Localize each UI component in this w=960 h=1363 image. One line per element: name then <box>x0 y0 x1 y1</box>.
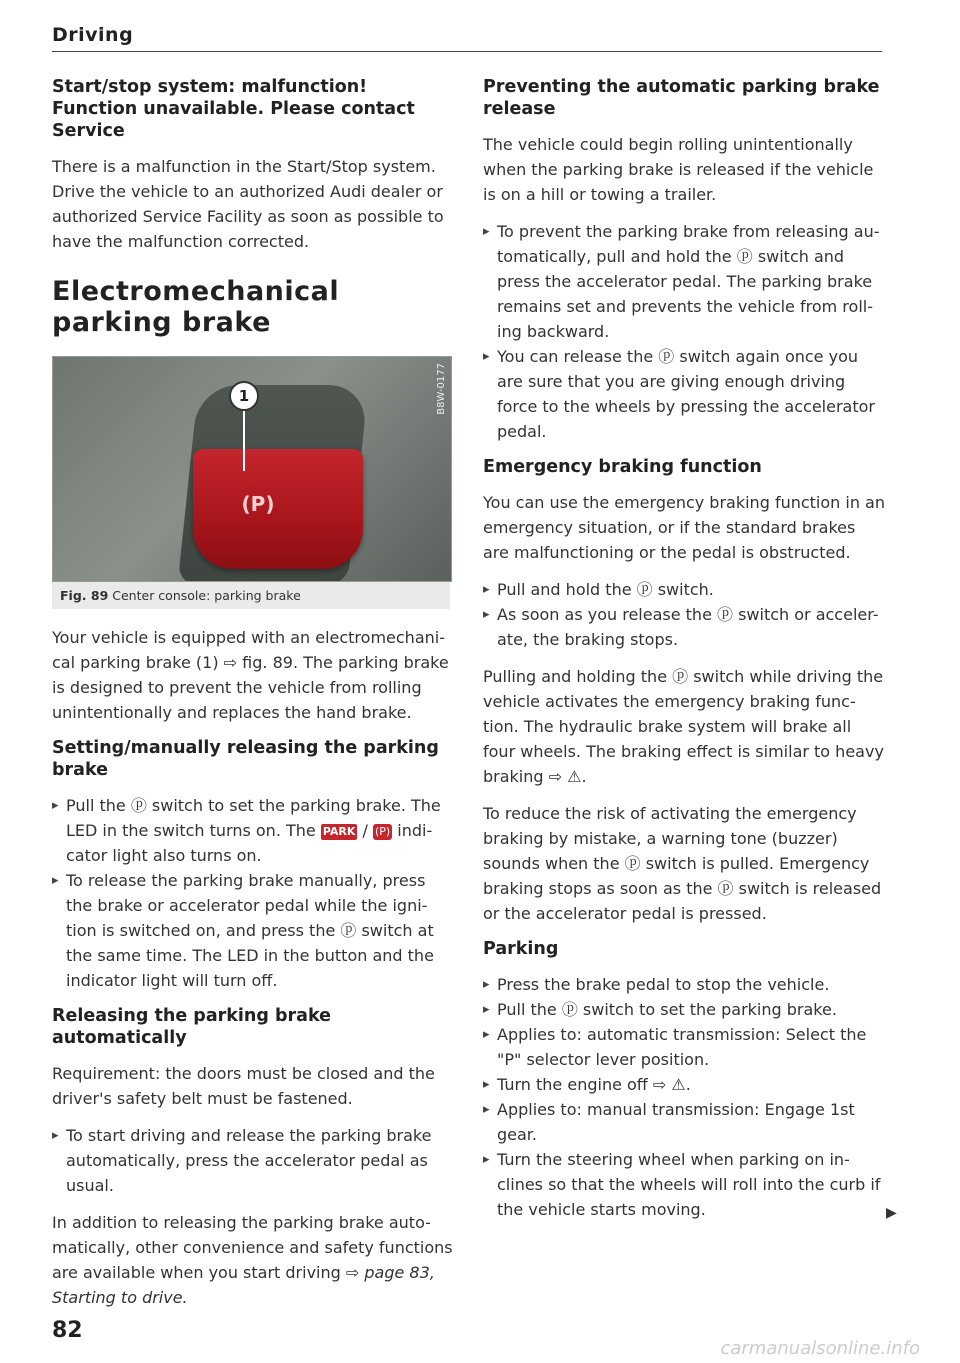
figure-callout: 1 <box>229 381 259 411</box>
parking-step: ▸ Applies to: automatic transmission: Select the "P" selector lever position. <box>483 1022 885 1072</box>
prevent-step-2: ▸ You can release the ⓟ switch again once you are sure that you are giving enough driving force to the wheels by pressing the accelerator pedal. <box>483 344 885 444</box>
auto-text <box>52 1210 454 1310</box>
setting-step-1-a: Pull the ⓟ switch to set the parking brake. The LED in the switch turns on. The <box>66 796 441 840</box>
page-number: 82 <box>52 1318 83 1343</box>
prevent-step-1: ▸ To prevent the parking brake from releasing au-tomatically, pull and hold the ⓟ switch and press the accelerator pedal. The parking brake remains set and prevents the vehicle from roll-ing backward. <box>483 219 885 344</box>
emergency-text-3: To reduce the risk of activating the emergency braking by mistake, a warning tone (buzzer) sounds when the ⓟ switch is pulled. Emergency braking stops as soon as the ⓟ switch is released or the accelerator pedal is pressed. <box>483 804 882 923</box>
starting-to-drive-link[interactable]: page 83, Starting to drive. <box>52 1263 435 1307</box>
parking-step: ▸ Turn the engine off ⇨ ⚠. <box>483 1072 885 1097</box>
section-title <box>52 276 454 338</box>
continue-arrow-icon: ▶ <box>886 1205 897 1221</box>
parking-brake-switch <box>193 449 363 569</box>
caption-text: Center console: parking brake <box>112 588 301 603</box>
setting-steps <box>52 793 454 993</box>
prevent-heading: Preventing the automatic parking brake release <box>483 77 880 119</box>
startstop-text: There is a malfunction in the Start/Stop system. Drive the vehicle to an authorized Audi dealer or authorized Service Facility as soon as possible to have the malfunction corrected. <box>52 157 444 251</box>
auto-step-1: ▸ To start driving and release the parking brake automatically, press the accelerator pedal as usual. <box>52 1123 454 1198</box>
section-title-line1: Electromechanical <box>52 276 340 307</box>
setting-step-1-c: indi-cator light also turns on. <box>66 821 433 865</box>
emergency-step-2: ▸ As soon as you release the ⓟ switch or acceler-ate, the braking stops. <box>483 602 885 652</box>
callout-line <box>243 411 245 471</box>
header-rule <box>52 51 882 52</box>
intro-text: Your vehicle is equipped with an electromechani-cal parking brake (1) ⇨ fig. 89. The parking brake is designed to prevent the vehicle from rolling unintentionally and replaces the hand brake. <box>52 628 449 722</box>
startstop-heading: Start/stop system: malfunction! Function unavailable. Please contact Service <box>52 77 415 141</box>
parking-step: ▸ Turn the steering wheel when parking on in-clines so that the wheels will roll into the curb if the vehicle starts moving. <box>483 1147 885 1222</box>
setting-step-2: ▸ To release the parking brake manually, press the brake or accelerator pedal while the igni-tion is switched on, and press the ⓟ switch at the same time. The LED in the button and the indicator light will turn off. <box>52 868 454 993</box>
caption-label: Fig. 89 <box>60 588 109 603</box>
parking-brake-figure <box>52 356 452 582</box>
parking-step: ▸ Press the brake pedal to stop the vehicle. <box>483 972 885 997</box>
auto-text-a: In addition to releasing the parking brake auto-matically, other convenience and safety functions are available when you start driving ⇨ <box>52 1213 453 1282</box>
parking-step: ▸ Applies to: manual transmission: Engage 1st gear. <box>483 1097 885 1147</box>
auto-steps <box>52 1123 454 1198</box>
parking-steps <box>483 972 885 1222</box>
emergency-steps <box>483 577 885 652</box>
left-column <box>52 76 454 1322</box>
emergency-step-1: ▸ Pull and hold the ⓟ switch. <box>483 577 885 602</box>
figure-code: B8W-0177 <box>436 363 447 415</box>
park-indicator-icon: PARK <box>322 825 356 838</box>
emergency-heading: Emergency braking function <box>483 457 762 477</box>
prevent-steps <box>483 219 885 444</box>
parking-brake-symbol-icon: (P) <box>241 492 275 516</box>
watermark: carmanualsonline.info <box>720 1338 920 1359</box>
setting-heading: Setting/manually releasing the parking brake <box>52 738 439 780</box>
parking-heading: Parking <box>483 939 559 959</box>
auto-requirement: Requirement: the doors must be closed and the driver's safety belt must be fastened. <box>52 1064 435 1108</box>
prevent-text: The vehicle could begin rolling unintentionally when the parking brake is released if the vehicle is on a hill or towing a trailer. <box>483 135 874 204</box>
emergency-text-2: Pulling and holding the ⓟ switch while driving the vehicle activates the emergency braking func-tion. The hydraulic brake system will brake all four wheels. The braking effect is similar to heavy braking ⇨ ⚠. <box>483 667 884 786</box>
figure-caption <box>52 582 450 609</box>
emergency-text-1: You can use the emergency braking function in an emergency situation, or if the standard brakes are malfunctioning or the pedal is obstructed. <box>483 493 885 562</box>
page-header: Driving <box>52 24 134 46</box>
brake-indicator-icon: (P) <box>374 825 391 838</box>
auto-heading: Releasing the parking brake automatically <box>52 1006 331 1048</box>
setting-step-1-b: / <box>362 821 368 840</box>
section-title-line2: parking brake <box>52 307 271 338</box>
setting-step-1 <box>52 793 454 868</box>
parking-step: ▸ Pull the ⓟ switch to set the parking brake. <box>483 997 885 1022</box>
right-column <box>483 76 885 1234</box>
